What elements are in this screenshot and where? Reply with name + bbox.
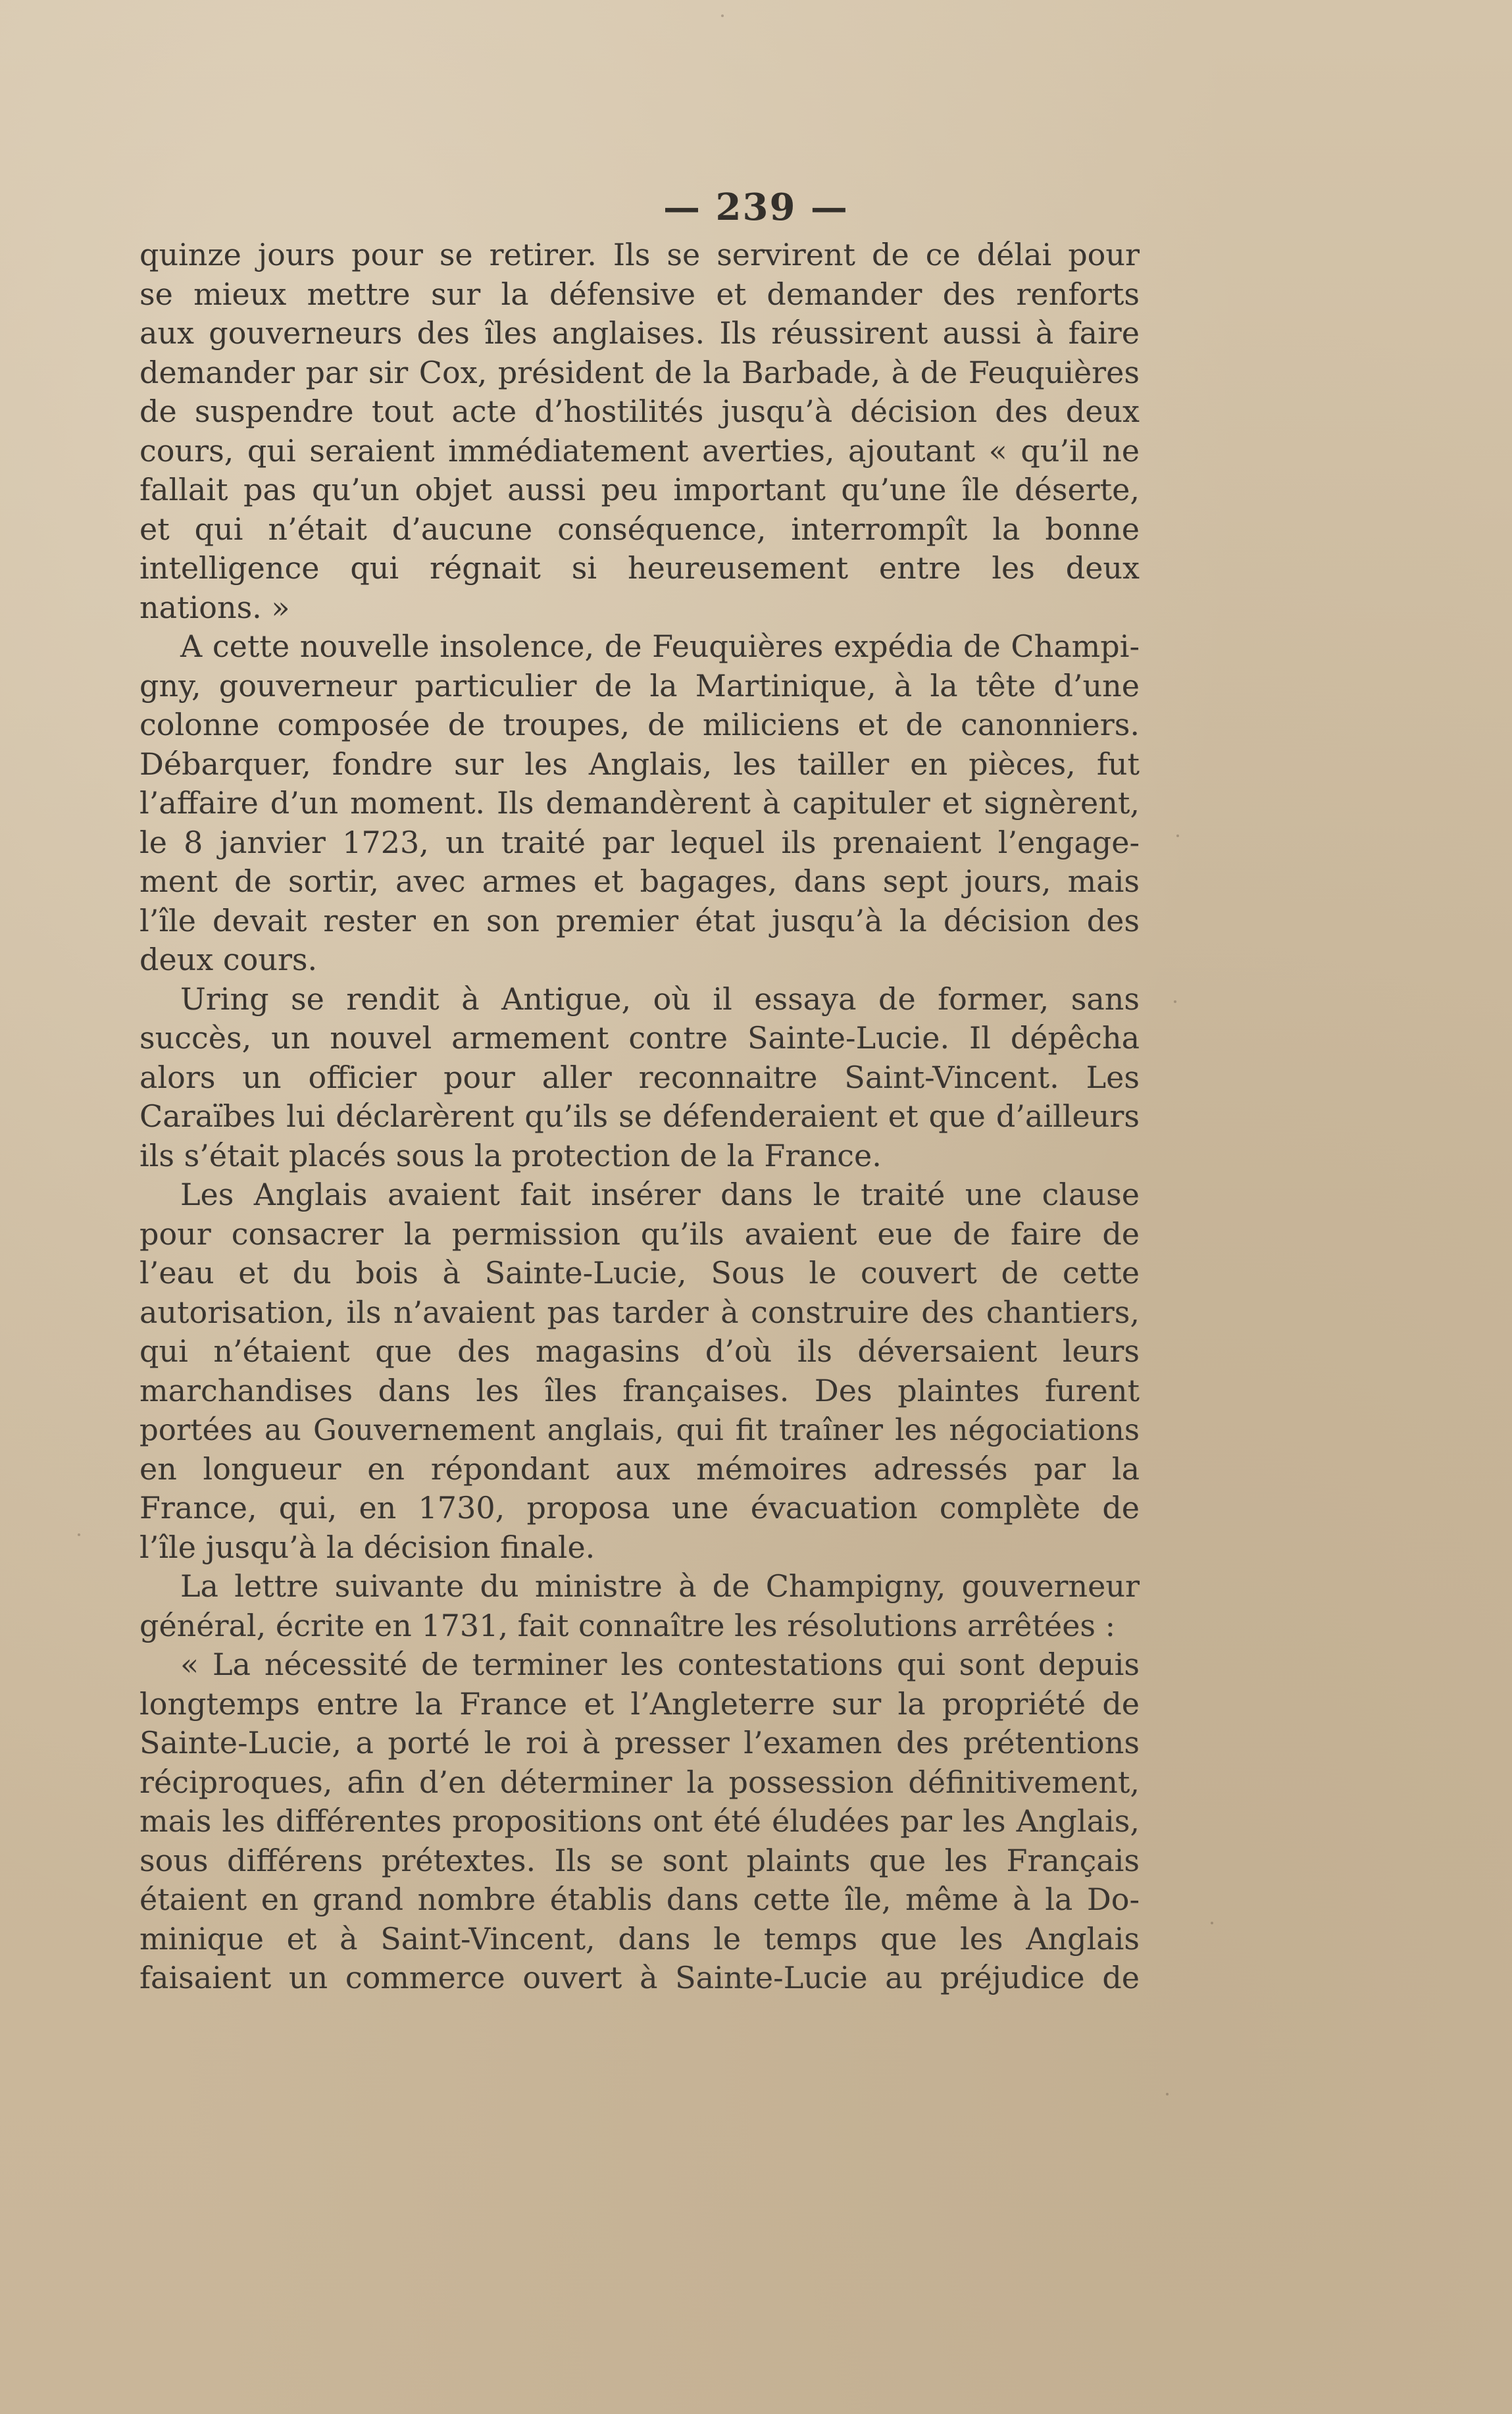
- text-line: marchandises dans les îles françaises. Des plaintes furent: [139, 1372, 1140, 1408]
- text-line: « La nécessité de terminer les contestations qui sont depuis: [180, 1647, 1140, 1682]
- text-line: intelligence qui régnait si heureusement entre les deux: [139, 550, 1140, 586]
- text-line: Caraïbes lui déclarèrent qu’ils se défenderaient et que d’ailleurs: [139, 1098, 1140, 1134]
- body-text: [139, 236, 1140, 1998]
- text-line: de suspendre tout acte d’hostilités jusqu’à décision des deux: [139, 394, 1140, 429]
- text-line: portées au Gouvernement anglais, qui fit traîner les négociations: [139, 1412, 1140, 1447]
- page-number: — 239 —: [663, 186, 849, 229]
- text-line: deux cours.: [139, 942, 318, 977]
- text-line: fallait pas qu’un objet aussi peu important qu’une île déserte,: [139, 472, 1140, 507]
- paper-speck: [78, 1533, 80, 1536]
- text-line: faisaient un commerce ouvert à Sainte-Lucie au préjudice de: [139, 1960, 1140, 1995]
- text-line: alors un officier pour aller reconnaitre Saint-Vincent. Les: [139, 1059, 1140, 1095]
- text-line: réciproques, afin d’en déterminer la possession définitivement,: [139, 1764, 1140, 1800]
- paper-speck: [1166, 2093, 1169, 2095]
- text-line: le 8 janvier 1723, un traité par lequel ils prenaient l’engage-: [139, 824, 1140, 860]
- paper-speck: [1174, 1000, 1176, 1003]
- text-line: La lettre suivante du ministre à de Champigny, gouverneur: [180, 1568, 1140, 1604]
- text-line: l’île devait rester en son premier état jusqu’à la décision des: [139, 902, 1140, 938]
- text-line: l’île jusqu’à la décision finale.: [139, 1529, 595, 1565]
- text-line: Uring se rendit à Antigue, où il essaya de former, sans: [180, 981, 1140, 1017]
- paper-speck: [1211, 1922, 1213, 1924]
- text-line: ment de sortir, avec armes et bagages, dans sept jours, mais: [139, 863, 1140, 899]
- text-line: nations. »: [139, 589, 290, 625]
- text-line: A cette nouvelle insolence, de Feuquières expédia de Champi-: [180, 629, 1140, 664]
- text-line: qui n’étaient que des magasins d’où ils déversaient leurs: [139, 1333, 1140, 1369]
- text-line: et qui n’était d’aucune conséquence, interrompît la bonne: [139, 511, 1140, 547]
- text-line: quinze jours pour se retirer. Ils se servirent de ce délai pour: [139, 237, 1140, 272]
- text-line: l’eau et du bois à Sainte-Lucie, Sous le couvert de cette: [139, 1255, 1140, 1291]
- text-line: en longueur en répondant aux mémoires adressés par la: [139, 1451, 1140, 1487]
- text-line: Sainte-Lucie, a porté le roi à presser l’examen des prétentions: [139, 1725, 1140, 1760]
- text-line: Débarquer, fondre sur les Anglais, les tailler en pièces, fut: [139, 746, 1140, 782]
- text-line: se mieux mettre sur la défensive et demander des renforts: [139, 276, 1140, 312]
- text-line: aux gouverneurs des îles anglaises. Ils réussirent aussi à faire: [139, 315, 1140, 351]
- text-line: minique et à Saint-Vincent, dans le temps que les Anglais: [139, 1920, 1140, 1957]
- text-line: demander par sir Cox, président de la Barbade, à de Feuquières: [139, 354, 1140, 390]
- text-line: étaient en grand nombre établis dans cette île, même à la Do-: [139, 1882, 1140, 1917]
- text-line: général, écrite en 1731, fait connaître les résolutions arrêtées :: [139, 1607, 1116, 1643]
- text-line: longtemps entre la France et l’Angleterre sur la propriété de: [139, 1685, 1140, 1722]
- text-line: Les Anglais avaient fait insérer dans le traité une clause: [180, 1177, 1140, 1212]
- text-line: ils s’était placés sous la protection de la France.: [139, 1137, 882, 1173]
- text-line: l’affaire d’un moment. Ils demandèrent à capituler et signèrent,: [139, 785, 1140, 821]
- text-line: autorisation, ils n’avaient pas tarder à construire des chantiers,: [139, 1294, 1140, 1330]
- text-line: succès, un nouvel armement contre Sainte-Lucie. Il dépêcha: [139, 1020, 1140, 1056]
- text-line: sous différens prétextes. Ils se sont plaints que les Français: [139, 1842, 1140, 1878]
- text-line: cours, qui seraient immédiatement averties, ajoutant « qu’il ne: [139, 432, 1140, 469]
- text-line: France, qui, en 1730, proposa une évacuation complète de: [139, 1490, 1140, 1526]
- paper-speck: [721, 14, 724, 17]
- text-line: colonne composée de troupes, de miliciens et de canonniers.: [139, 707, 1140, 742]
- text-line: mais les différentes propositions ont été éludées par les Anglais,: [139, 1803, 1140, 1839]
- text-line: gny, gouverneur particulier de la Martinique, à la tête d’une: [139, 667, 1140, 704]
- text-line: pour consacrer la permission qu’ils avaient eue de faire de: [139, 1216, 1140, 1252]
- paper-speck: [1176, 835, 1179, 837]
